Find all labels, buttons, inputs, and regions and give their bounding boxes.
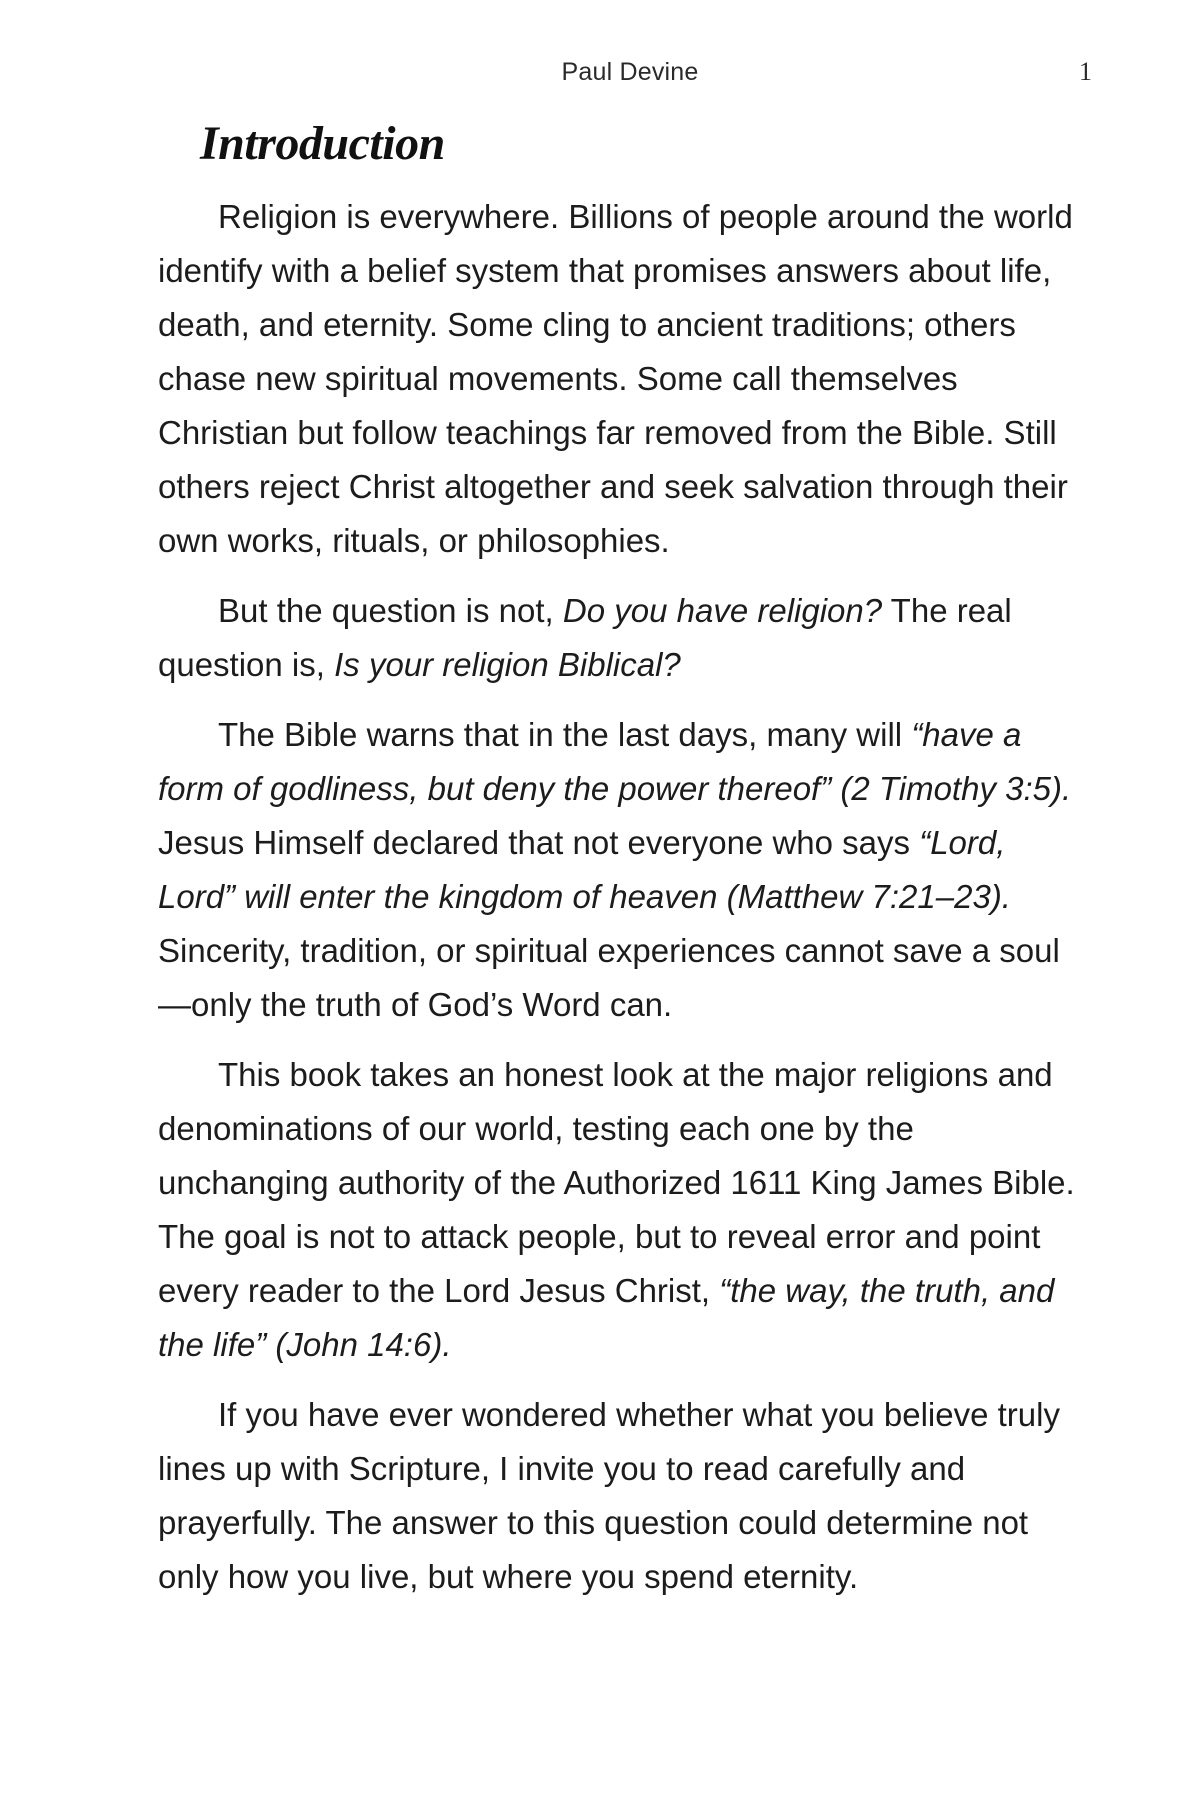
text-segment: Sincerity, tradition, or spiritual experiences cannot save a soul—only the truth of God’s Word can. — [158, 932, 1060, 1023]
running-header — [0, 56, 1200, 88]
scripture-quote: “have a form of godliness, but deny the power thereof” (2 Timothy 3:5). — [158, 716, 1072, 807]
paragraph — [158, 190, 1088, 568]
scripture-quote: “the way, the truth, and the life” (John 14:6). — [158, 1272, 1055, 1363]
text-segment: This book takes an honest look at the major religions and denominations of our world, testing each one by the unchanging authority of the Authorized 1611 King James Bible. The goal is not to attack people, but to reveal error and point every reader to the Lord Jesus Christ, — [158, 1056, 1075, 1309]
paragraph — [158, 708, 1088, 1032]
paragraph — [158, 1048, 1088, 1372]
text-segment: Religion is everywhere. Billions of people around the world identify with a belief system that promises answers about life, death, and eternity. Some cling to ancient traditions; others chase new spiritual movements. Some call themselves Christian but follow teachings far removed from the Bible. Still others reject Christ altogether and seek salvation through their own works, rituals, or philosophies. — [158, 198, 1073, 559]
paragraph — [158, 584, 1088, 692]
italic-question: Do you have religion? — [562, 592, 883, 629]
header-author: Paul Devine — [561, 58, 699, 86]
italic-question: Is your religion Biblical? — [334, 646, 681, 683]
page-number: 1 — [1079, 57, 1092, 86]
scripture-quote: “Lord, Lord” will enter the kingdom of heaven (Matthew 7:21–23). — [158, 824, 1011, 915]
text-segment: Jesus Himself declared that not everyone who says — [158, 824, 920, 861]
chapter-body — [158, 190, 1088, 1620]
text-segment: But the question is not, — [218, 592, 563, 629]
text-segment: The Bible warns that in the last days, many will — [218, 716, 912, 753]
text-segment: If you have ever wondered whether what you believe truly lines up with Scripture, I invite you to read carefully and prayerfully. The answer to this question could determine not only how you live, but where you spend eternity. — [158, 1396, 1060, 1595]
chapter-title: Introduction — [200, 117, 445, 170]
text-segment: The real question is, — [158, 592, 1012, 683]
paragraph — [158, 1388, 1088, 1604]
